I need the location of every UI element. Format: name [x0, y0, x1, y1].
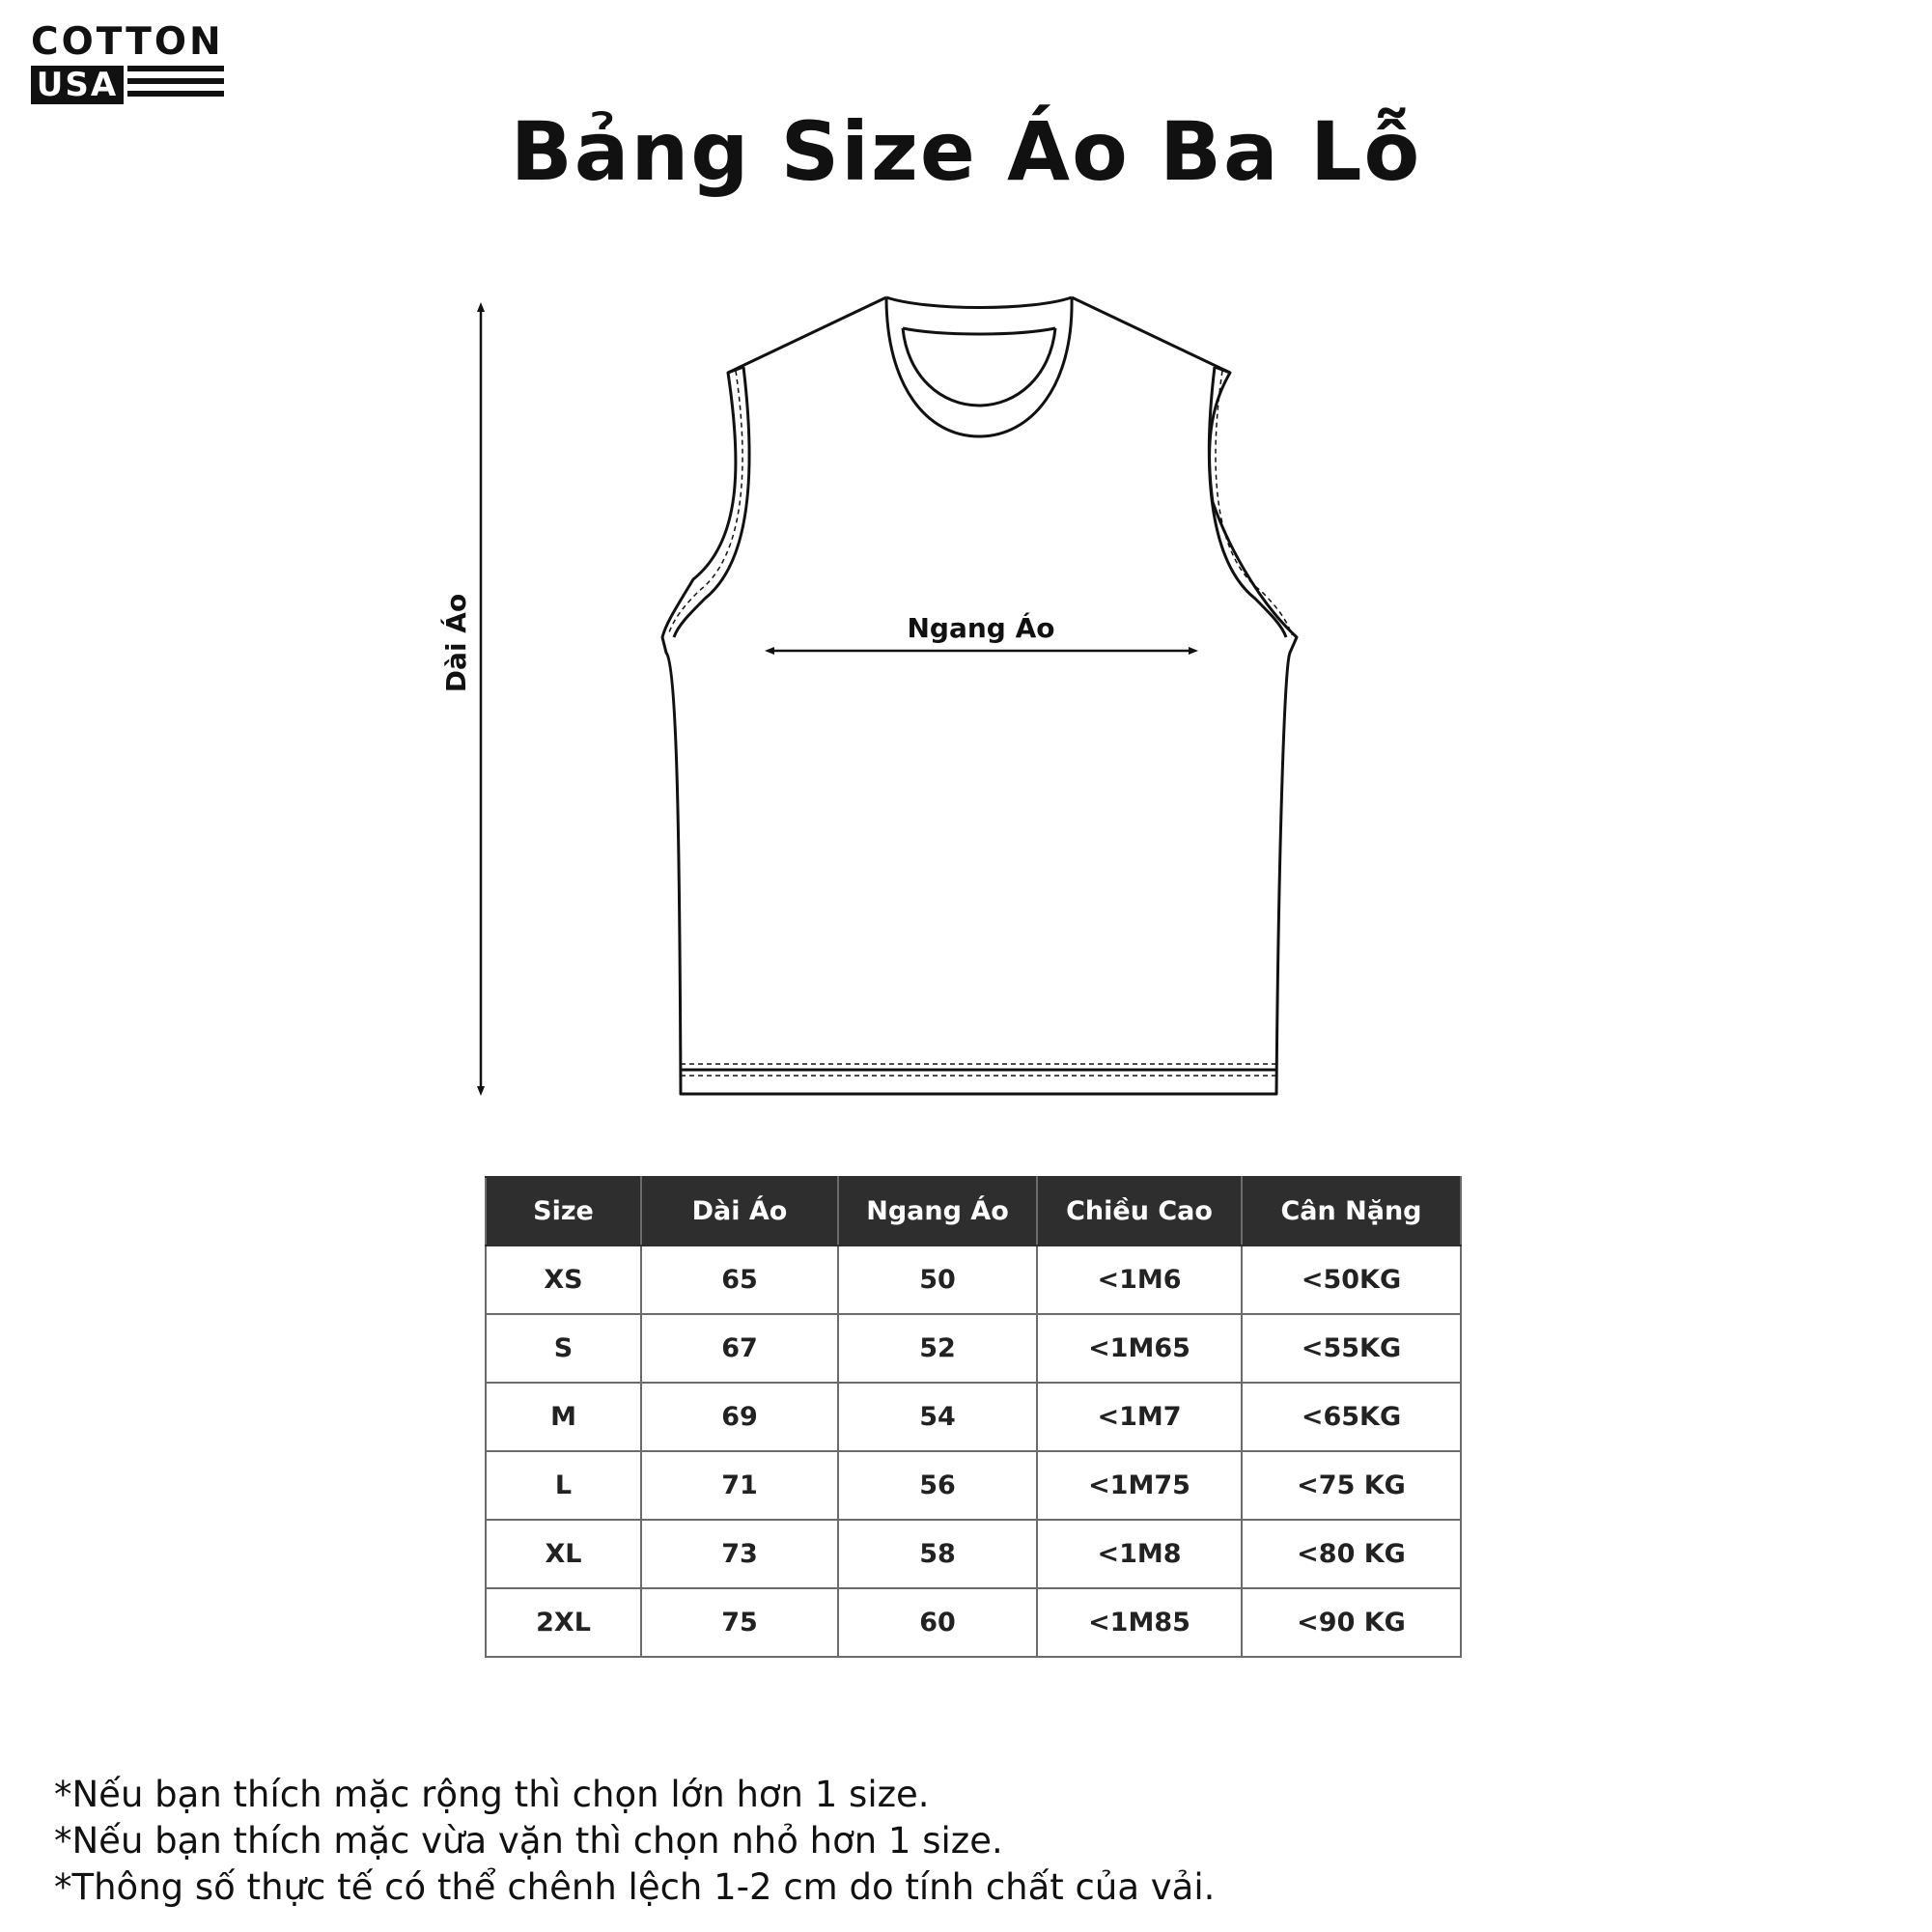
cell-height: <1M65 — [1037, 1314, 1242, 1383]
note-line: *Nếu bạn thích mặc vừa vặn thì chọn nhỏ hơn 1 size. — [54, 1820, 1003, 1862]
cell-weight: <50KG — [1242, 1246, 1461, 1314]
cell-length: 71 — [641, 1451, 838, 1520]
size-table — [485, 1176, 1462, 1658]
note-line: *Nếu bạn thích mặc rộng thì chọn lớn hơn 1 size. — [54, 1774, 930, 1815]
cell-height: <1M85 — [1037, 1588, 1242, 1657]
header-weight: Cân Nặng — [1242, 1177, 1461, 1246]
page-title: Bảng Size Áo Ba Lỗ — [510, 104, 1422, 199]
width-label: Ngang Áo — [907, 612, 1055, 644]
cell-width: 60 — [838, 1588, 1037, 1657]
header-height: Chiều Cao — [1037, 1177, 1242, 1246]
cell-size: XL — [486, 1520, 641, 1588]
cell-size: S — [486, 1314, 641, 1383]
cell-width: 58 — [838, 1520, 1037, 1588]
table-row — [486, 1246, 1461, 1314]
table-row — [486, 1314, 1461, 1383]
cell-length: 73 — [641, 1520, 838, 1588]
length-label: Dài Áo — [440, 593, 472, 693]
table-row — [486, 1520, 1461, 1588]
cell-height: <1M6 — [1037, 1246, 1242, 1314]
cell-width: 54 — [838, 1383, 1037, 1451]
table-header-row — [486, 1177, 1461, 1246]
cell-weight: <65KG — [1242, 1383, 1461, 1451]
cell-width: 50 — [838, 1246, 1037, 1314]
cell-height: <1M8 — [1037, 1520, 1242, 1588]
cell-width: 56 — [838, 1451, 1037, 1520]
cell-height: <1M75 — [1037, 1451, 1242, 1520]
cell-weight: <75 KG — [1242, 1451, 1461, 1520]
cell-length: 75 — [641, 1588, 838, 1657]
header-size: Size — [486, 1177, 641, 1246]
table-row — [486, 1383, 1461, 1451]
cell-length: 69 — [641, 1383, 838, 1451]
cell-size: M — [486, 1383, 641, 1451]
logo-text-top: COTTON — [31, 20, 224, 64]
size-notes — [54, 1772, 1215, 1911]
cell-height: <1M7 — [1037, 1383, 1242, 1451]
header-length: Dài Áo — [641, 1177, 838, 1246]
cell-size: L — [486, 1451, 641, 1520]
cell-length: 67 — [641, 1314, 838, 1383]
cell-weight: <55KG — [1242, 1314, 1461, 1383]
header-width: Ngang Áo — [838, 1177, 1037, 1246]
garment-outline — [662, 297, 1297, 1094]
table-row — [486, 1588, 1461, 1657]
table-row — [486, 1451, 1461, 1520]
cell-weight: <90 KG — [1242, 1588, 1461, 1657]
stitch-lines — [668, 371, 1292, 1076]
cell-size: 2XL — [486, 1588, 641, 1657]
logo-text-bottom: USA — [31, 66, 124, 104]
note-line: *Thông số thực tế có thể chênh lệch 1-2 cm do tính chất của vải. — [54, 1866, 1216, 1908]
cell-length: 65 — [641, 1246, 838, 1314]
cell-weight: <80 KG — [1242, 1520, 1461, 1588]
cell-width: 52 — [838, 1314, 1037, 1383]
cell-size: XS — [486, 1246, 641, 1314]
